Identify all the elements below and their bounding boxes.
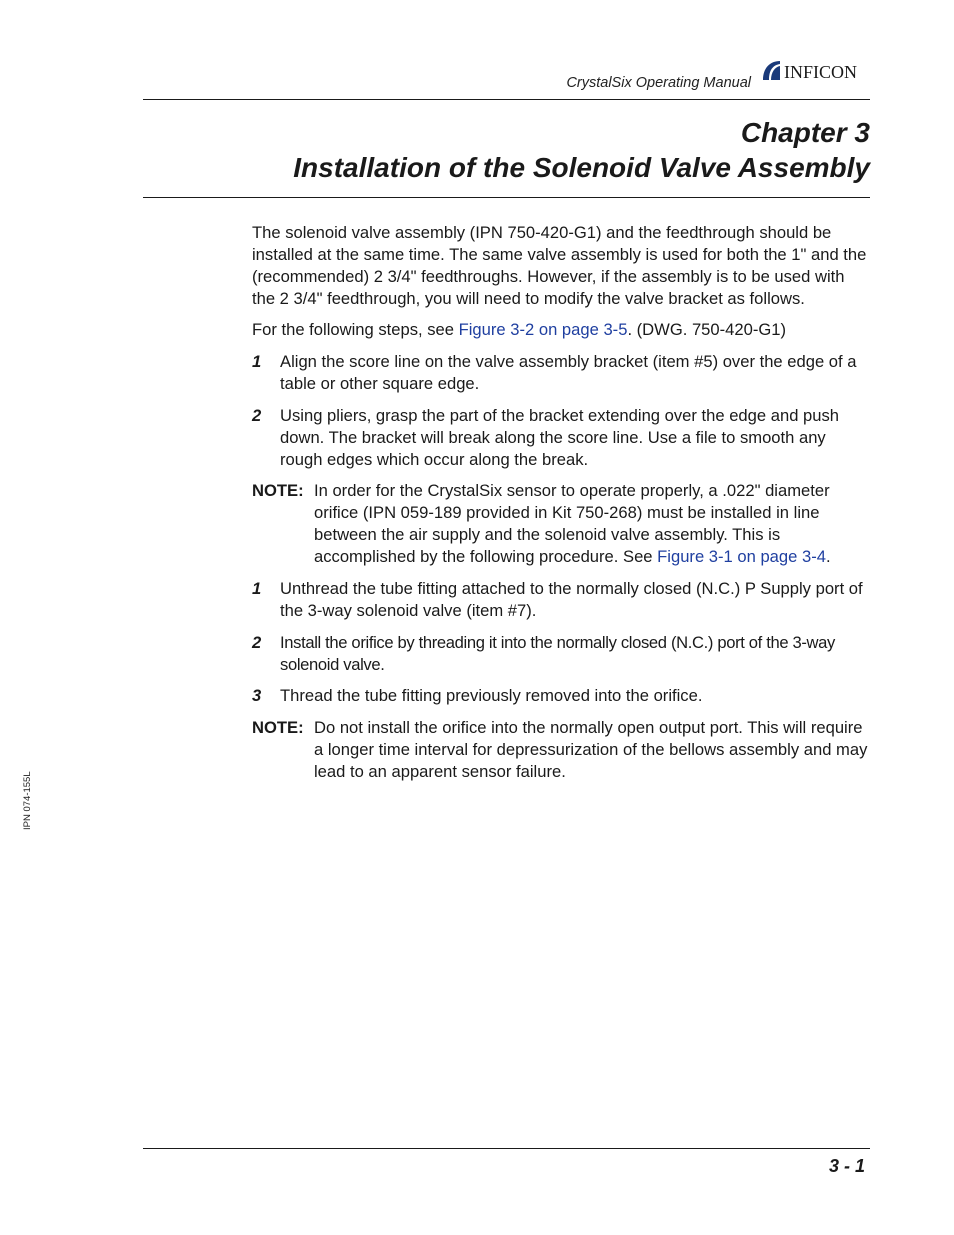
header-rule (143, 99, 870, 100)
step-text: Align the score line on the valve assembly bracket (item #5) over the edge of a table or other square edge. (280, 352, 857, 393)
step-number: 1 (252, 352, 262, 371)
manual-title: CrystalSix Operating Manual (566, 75, 751, 91)
step-number: 3 (252, 686, 262, 705)
step-number: 2 (252, 633, 262, 652)
inficon-logo (760, 58, 872, 84)
note-text: Do not install the orifice into the normally open output port. This will require a longer time interval for depressurization of the bellows assembly and may lead to an apparent sensor failure. (314, 718, 868, 781)
figure-3-2-link[interactable]: Figure 3-2 on page 3-5 (458, 320, 628, 339)
figure-3-1-link[interactable]: Figure 3-1 on page 3-4 (657, 547, 826, 566)
steps-lead-text: For the following steps, see (252, 320, 459, 339)
step-number: 2 (252, 406, 262, 425)
chapter-rule (143, 197, 870, 198)
note-suffix: . (825, 547, 831, 566)
note-body: In order for the CrystalSix sensor to operate properly, a .022" diameter orifice (IPN 059-189 provided in Kit 750-268) must be installed in line between the air supply and the solenoid valve assembly. This is accomplished by the following procedure. See (314, 481, 830, 566)
steps-lead-suffix: . (DWG. 750-420-G1) (627, 320, 787, 339)
footer-rule (143, 1148, 870, 1149)
note-label: NOTE: (252, 481, 304, 500)
note-text (314, 480, 872, 568)
step-text: Using pliers, grasp the part of the bracket extending over the edge and push down. The bracket will break along the score line. Use a file to smooth any rough edges which occur along the break. (280, 406, 840, 469)
intro-paragraph: The solenoid valve assembly (IPN 750-420-G1) and the feedthrough should be installed at the same time. The same valve assembly is used for both the 1" and the (recommended) 2 3/4" feedthroughs. However, if the assembly is to be used with the 2 3/4" feedthrough, you will need to modify the valve bracket as follows. (252, 223, 867, 308)
page-number: 3 - 1 (828, 1156, 865, 1176)
chapter-title: Installation of the Solenoid Valve Assembly (293, 152, 870, 183)
step-text: Unthread the tube fitting attached to the normally closed (N.C.) P Supply port of the 3-way solenoid valve (item #7). (280, 579, 863, 620)
side-ipn-label: IPN 074-155L (22, 771, 33, 830)
steps-lead (252, 319, 872, 341)
chapter-label: Chapter 3 (740, 117, 870, 148)
step-number: 1 (252, 579, 262, 598)
step-text: Install the orifice by threading it into the normally closed (N.C.) port of the 3-way solenoid valve. (280, 633, 835, 674)
logo-text: INFICON (784, 62, 858, 82)
step-text: Thread the tube fitting previously removed into the orifice. (280, 686, 703, 705)
note-label: NOTE: (252, 718, 304, 737)
